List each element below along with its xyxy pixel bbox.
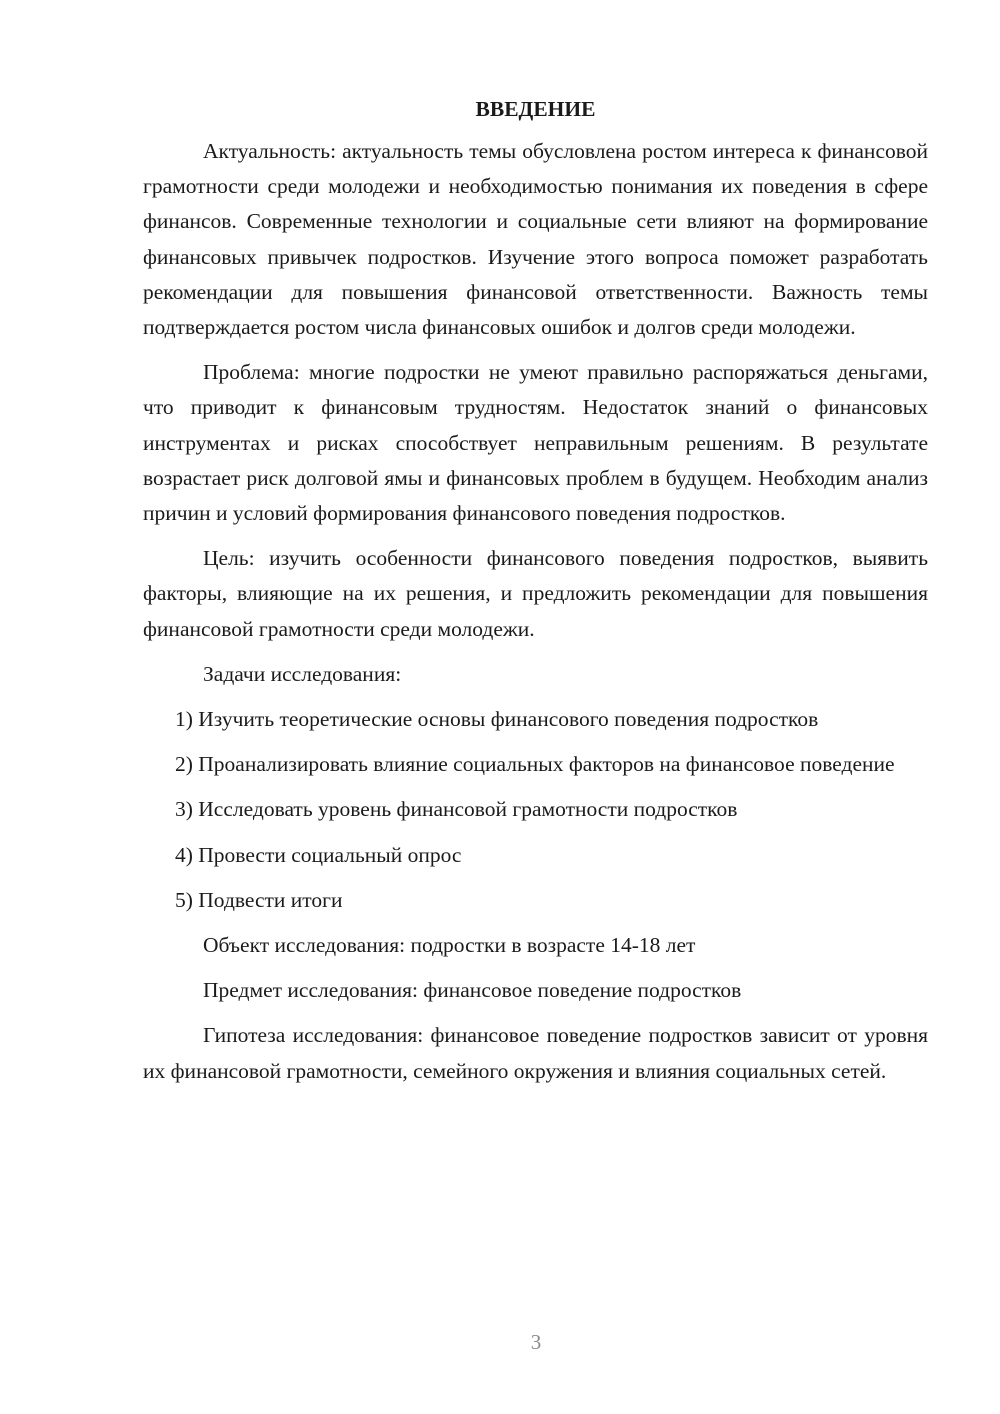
task-item: 1) Изучить теоретические основы финансового поведения подростков xyxy=(175,707,819,732)
research-object: Объект исследования: подростки в возрасте 14-18 лет xyxy=(203,933,696,958)
task-item: 5) Подвести итоги xyxy=(175,887,343,912)
tasks-heading: Задачи исследования: xyxy=(203,661,402,686)
goal-paragraph: Цель: изучить особенности финансового поведения подростков, выявить факторы, влияющие на их решения, и предложить рекомендации для повышения финансовой грамотности среди молодежи. xyxy=(143,546,928,641)
task-item: 2) Проанализировать влияние социальных факторов на финансовое поведение xyxy=(175,752,895,777)
page-number: 3 xyxy=(530,1330,542,1354)
section-title: ВВЕДЕНИЕ xyxy=(475,97,596,121)
document-page xyxy=(143,92,928,1099)
relevance-paragraph: Актуальность: актуальность темы обусловлена ростом интереса к финансовой грамотности среди молодежи и необходимостью понимания их поведения в сфере финансов. Современные технологии и социальные сети влияют на формирование финансовых привычек подростков. Изучение этого вопроса поможет разработать рекомендации для повышения финансовой ответственности. Важность темы подтверждается ростом числа финансовых ошибок и долгов среди молодежи. xyxy=(143,139,928,340)
task-item: 4) Провести социальный опрос xyxy=(175,842,462,867)
problem-paragraph: Проблема: многие подростки не умеют правильно распоряжаться деньгами, что приводит к финансовым трудностям. Недостаток знаний о финансовых инструментах и рисках способствует неправильным решениям. В результате возрастает риск долговой ямы и финансовых проблем в будущем. Необходим анализ причин и условий формирования финансового поведения подростков. xyxy=(143,360,928,526)
task-item: 3) Исследовать уровень финансовой грамотности подростков xyxy=(175,797,738,822)
research-subject: Предмет исследования: финансовое поведение подростков xyxy=(203,978,742,1003)
hypothesis-paragraph: Гипотеза исследования: финансовое поведение подростков зависит от уровня их финансовой грамотности, семейного окружения и влияния социальных сетей. xyxy=(143,1023,928,1083)
